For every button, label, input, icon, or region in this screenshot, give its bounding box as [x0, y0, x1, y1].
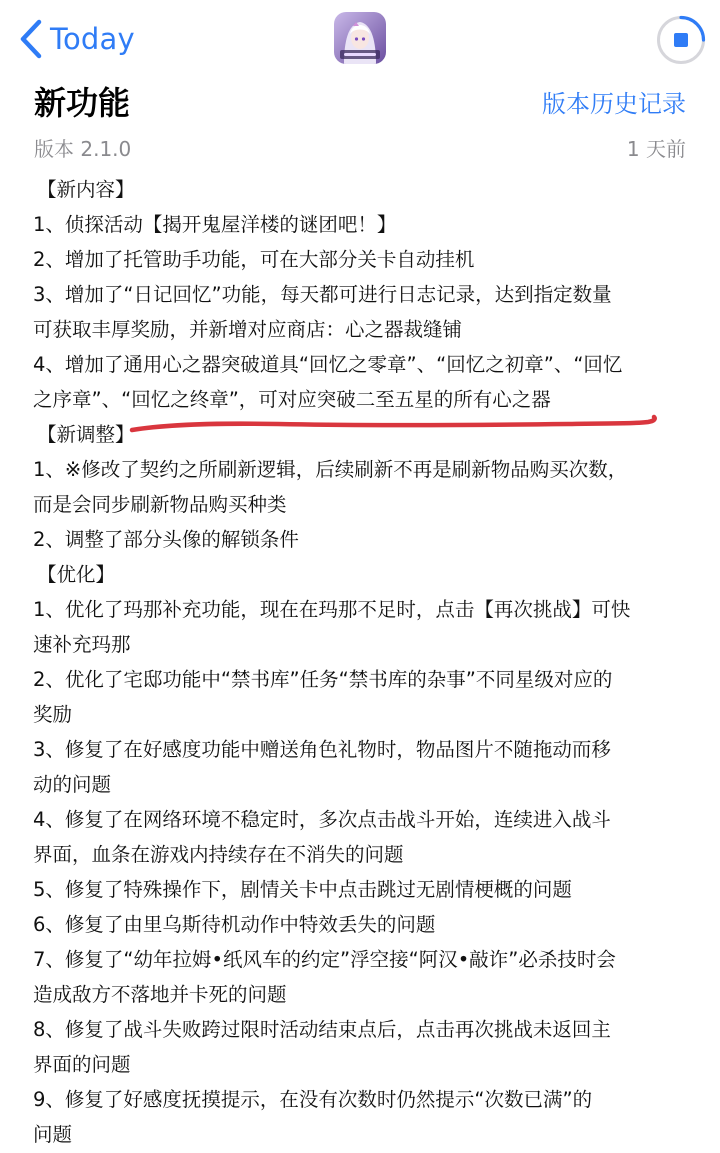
- release-notes: [33, 172, 693, 1152]
- note-line: 4、增加了通用心之器突破道具“回忆之零章”、“回忆之初章”、“回忆: [33, 353, 623, 376]
- stop-download-button[interactable]: [655, 14, 707, 66]
- note-line: 6、修复了由里乌斯待机动作中特效丢失的问题: [33, 913, 436, 936]
- note-line: 2、优化了宅邸功能中“禁书库”任务“禁书库的杂事”不同星级对应的: [33, 668, 613, 691]
- section-heading: 【新内容】: [37, 178, 135, 201]
- note-line: 界面，血条在游戏内持续存在不消失的问题: [33, 843, 404, 866]
- note-line: 5、修复了特殊操作下，剧情关卡中点击跳过无剧情梗概的问题: [33, 878, 572, 901]
- whats-new-header: [34, 76, 686, 126]
- note-line: 1、侦探活动【揭开鬼屋洋楼的谜团吧！】: [33, 213, 397, 236]
- game-app-icon: [334, 12, 386, 64]
- note-line: 奖励: [33, 703, 73, 726]
- note-line: 动的问题: [33, 773, 112, 796]
- stop-circle-icon: [655, 14, 707, 66]
- note-line: 造成敌方不落地并卡死的问题: [33, 983, 287, 1006]
- note-line: 7、修复了“幼年拉姆•纸风车的约定”浮空接“阿汉•敲诈”必杀技时会: [33, 948, 616, 971]
- back-button[interactable]: [18, 18, 135, 60]
- note-line: 9、修复了好感度抚摸提示，在没有次数时仍然提示“次数已满”的: [33, 1088, 593, 1111]
- note-line: 1、优化了玛那补充功能，现在在玛那不足时，点击【再次挑战】可快: [33, 598, 631, 621]
- version-info: [34, 130, 686, 162]
- version-number: 版本 2.1.0: [34, 137, 132, 161]
- back-label: Today: [50, 22, 135, 56]
- page-title: 新功能: [34, 84, 131, 122]
- note-line: 问题: [33, 1123, 73, 1146]
- section-heading: 【新调整】: [37, 423, 135, 446]
- note-line: 之序章”、“回忆之终章”，可对应突破二至五星的所有心之器: [33, 388, 551, 411]
- note-line: 2、调整了部分头像的解锁条件: [33, 528, 299, 551]
- note-line: 8、修复了战斗失败跨过限时活动结束点后，点击再次挑战未返回主: [33, 1018, 611, 1041]
- navigation-bar: [0, 0, 720, 80]
- note-line: 4、修复了在网络环境不稳定时，多次点击战斗开始，连续进入战斗: [33, 808, 611, 831]
- note-line: 而是会同步刷新物品购买种类: [33, 493, 287, 516]
- note-line: 1、※修改了契约之所刷新逻辑，后续刷新不再是刷新物品购买次数，: [33, 458, 628, 481]
- red-underline-annotation: [128, 412, 658, 438]
- section-heading: 【优化】: [37, 563, 116, 586]
- note-line: 可获取丰厚奖励，并新增对应商店：心之器裁缝铺: [33, 318, 463, 341]
- note-line: 2、增加了托管助手功能，可在大部分关卡自动挂机: [33, 248, 475, 271]
- version-history-link[interactable]: 版本历史记录: [542, 90, 686, 118]
- note-line: 3、修复了在好感度功能中赠送角色礼物时，物品图片不随拖动而移: [33, 738, 611, 761]
- chevron-left-icon: [18, 19, 44, 59]
- note-line: 3、增加了“日记回忆”功能，每天都可进行日志记录，达到指定数量: [33, 283, 612, 306]
- version-date: 1 天前: [626, 137, 686, 161]
- note-line: 界面的问题: [33, 1053, 131, 1076]
- note-line: 速补充玛那: [33, 633, 131, 656]
